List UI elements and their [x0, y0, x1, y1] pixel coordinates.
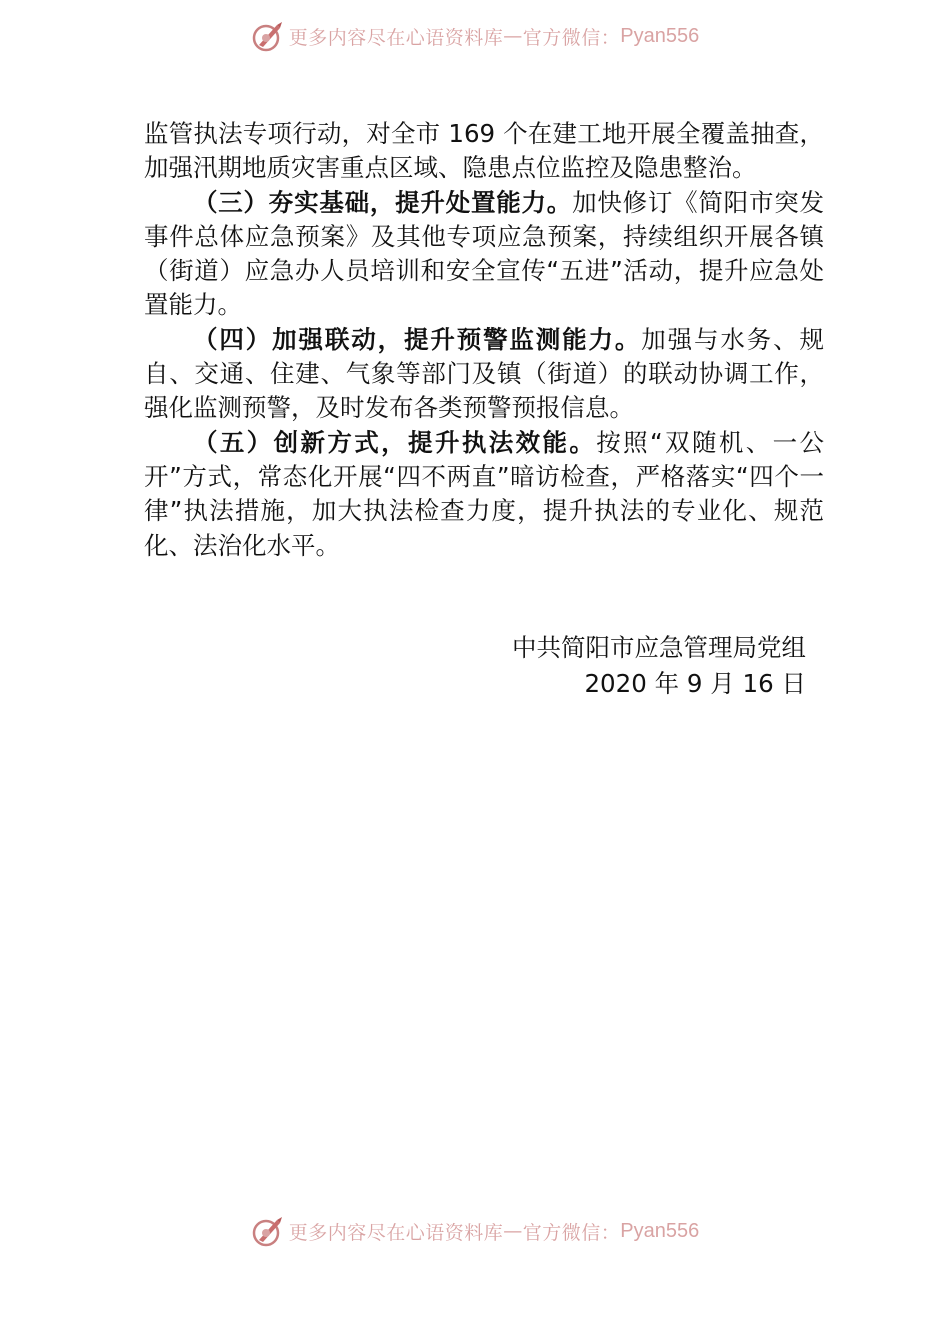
watermark-text: 更多内容尽在心语资料库: [288, 1221, 504, 1244]
quill-logo-icon: [251, 1214, 285, 1248]
paragraph-4-heading: （五）创新方式，提升执法效能。: [193, 427, 597, 457]
paragraph-2: [144, 186, 824, 323]
paragraph-1: [144, 117, 824, 186]
watermark-separator: —: [503, 1220, 523, 1242]
document-body: [144, 117, 824, 563]
watermark-text: 更多内容尽在心语资料库: [288, 26, 504, 49]
paragraph-2-text: 加快修订《简阳市突发事件总体应急预案》及其他专项应急预案，持续组织开展各镇（街道）应急办人员培训和安全宣传“五进”活动，提升应急处置能力。: [144, 187, 824, 320]
header-watermark: [0, 16, 950, 56]
paragraph-4: [144, 426, 824, 563]
signature-date: 2020 年 9 月 16 日: [584, 669, 806, 698]
paragraph-3-text: 加强与水务、规自、交通、住建、气象等部门及镇（街道）的联动协调工作，强化监测预警，及时发布各类预警预报信息。: [144, 324, 824, 423]
watermark-separator: —: [503, 25, 523, 47]
paragraph-4-text: 按照“双随机、一公开”方式，常态化开展“四不两直”暗访检查，严格落实“四个一律”执法措施，加大执法检查力度，提升执法的专业化、规范化、法治化水平。: [144, 427, 825, 560]
paragraph-2-heading: （三）夯实基础，提升处置能力。: [193, 187, 573, 217]
watermark-label: 官方微信：: [522, 26, 621, 49]
watermark-label: 官方微信：: [522, 1221, 621, 1244]
signature-org: 中共简阳市应急管理局党组: [512, 633, 806, 662]
watermark-id: Pyan556: [620, 1219, 700, 1242]
paragraph-3-heading: （四）加强联动，提升预警监测能力。: [193, 324, 642, 354]
quill-logo-icon: [251, 19, 285, 53]
watermark-id: Pyan556: [620, 24, 700, 47]
paragraph-1-text: 监管执法专项行动，对全市 169 个在建工地开展全覆盖抽查，加强汛期地质灾害重点区域、隐患点位监控及隐患整治。: [144, 119, 824, 183]
signature-block: [512, 630, 806, 702]
paragraph-3: [144, 323, 824, 426]
footer-watermark: [0, 1211, 950, 1251]
